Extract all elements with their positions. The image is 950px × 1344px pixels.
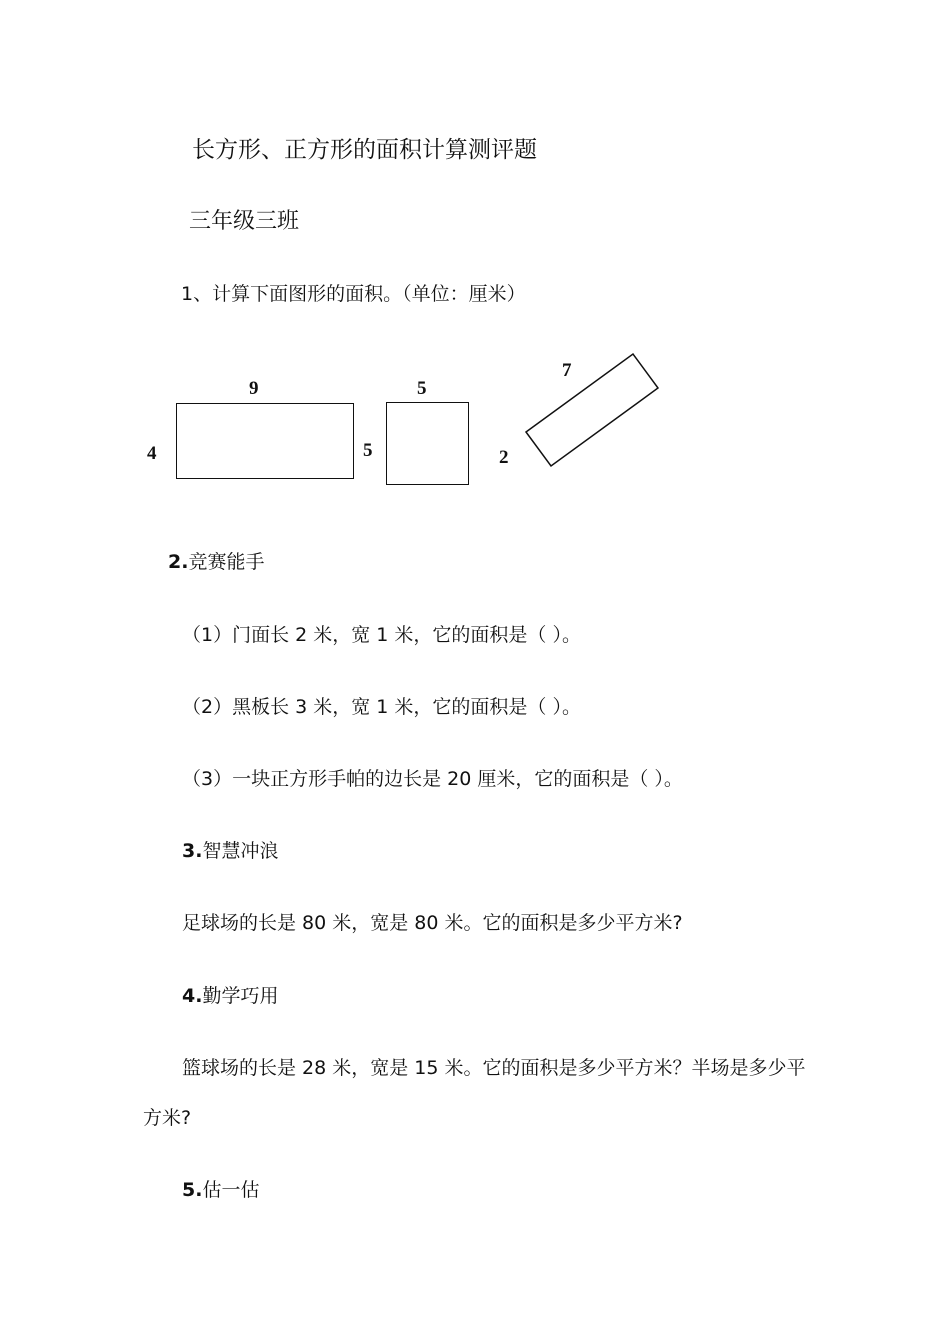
rect1-left-label: 4 [147, 443, 157, 464]
question-5-heading [182, 1181, 259, 1200]
question-2-title: 竞赛能手 [188, 551, 265, 573]
question-4-title: 勤学巧用 [202, 985, 279, 1007]
question-1-text: 1、计算下面图形的面积。（单位：厘米） [181, 283, 526, 305]
question-3-heading [182, 842, 278, 861]
rect1-top-label: 9 [249, 378, 259, 399]
question-4-number: 4. [182, 985, 203, 1007]
class-name: 三年级三班 [189, 209, 300, 234]
question-2-item-2: （2）黑板长 3 米，宽 1 米，它的面积是（ ）。 [182, 696, 581, 718]
question-5-number: 5. [182, 1179, 203, 1201]
question-4-text-line-2: 方米? [143, 1107, 192, 1129]
question-3-title: 智慧冲浪 [202, 840, 279, 862]
rect2-left-label: 2 [499, 447, 509, 468]
question-2-number: 2. [168, 551, 189, 573]
question-2-heading [168, 553, 264, 572]
tilted-rectangle-figure [0, 0, 950, 600]
page-title: 长方形、正方形的面积计算测评题 [192, 137, 537, 163]
question-5-title: 估一估 [202, 1179, 260, 1201]
question-2-item-1: （1）门面长 2 米，宽 1 米，它的面积是（ ）。 [182, 624, 581, 646]
question-3-text: 足球场的长是 80 米，宽是 80 米。它的面积是多少平方米? [182, 912, 683, 934]
square-top-label: 5 [417, 378, 427, 399]
question-4-text-line-1: 篮球场的长是 28 米，宽是 15 米。它的面积是多少平方米？半场是多少平 [182, 1057, 806, 1079]
rect2-top-label: 7 [562, 360, 572, 381]
question-4-heading [182, 987, 278, 1006]
question-2-item-3: （3）一块正方形手帕的边长是 20 厘米，它的面积是（ ）。 [182, 768, 683, 790]
question-3-number: 3. [182, 840, 203, 862]
square-left-label: 5 [363, 440, 373, 461]
